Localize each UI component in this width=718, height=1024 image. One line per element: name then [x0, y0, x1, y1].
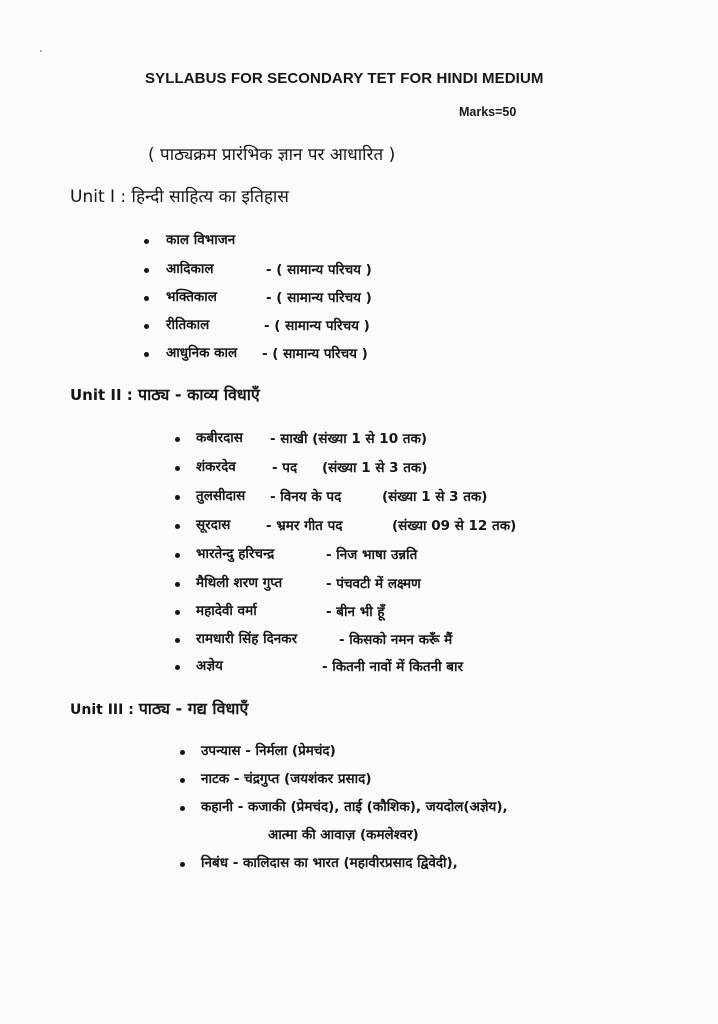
unit-2-poet: कबीरदास — [196, 430, 243, 446]
unit-1-item-name: काल विभाजन — [166, 232, 236, 248]
unit-2-work: - भ्रमर गीत पद — [266, 518, 343, 534]
bullet-icon — [175, 638, 180, 643]
unit-3-heading-label: Unit III : — [70, 702, 139, 718]
unit-3-heading — [70, 697, 248, 719]
unit-2-poet: शंकरदेव — [196, 459, 236, 475]
bullet-icon — [175, 582, 180, 587]
unit-1-heading: Unit I : हिन्दी साहित्य का इतिहास — [70, 187, 289, 207]
bullet-icon — [175, 437, 180, 442]
unit-1-item-name: आधुनिक काल — [166, 345, 238, 361]
bullet-icon — [175, 610, 180, 615]
unit-1-item-note: - ( सामान्य परिचय ) — [262, 346, 368, 362]
unit-3-item-continuation: आत्मा की आवाज़ (कमलेश्वर) — [268, 827, 419, 843]
unit-2-work: - कितनी नावों में कितनी बार — [322, 659, 463, 675]
document-title: SYLLABUS FOR SECONDARY TET FOR HINDI MEDIUM — [145, 70, 544, 87]
unit-2-work: - बीन भी हूँ — [326, 604, 385, 620]
unit-3-item: निबंध - कालिदास का भारत (महावीरप्रसाद द्विवेदी), — [201, 855, 458, 871]
bullet-icon — [180, 750, 185, 755]
bullet-icon — [144, 268, 149, 273]
unit-2-work: - विनय के पद — [270, 489, 342, 505]
unit-1-item-note: - ( सामान्य परिचय ) — [266, 262, 372, 278]
bullet-icon — [175, 495, 180, 500]
bullet-icon — [180, 806, 185, 811]
unit-3-item: नाटक - चंद्रगुप्त (जयशंकर प्रसाद) — [201, 771, 372, 787]
unit-2-poet: मैथिली शरण गुप्त — [196, 575, 283, 591]
unit-2-work: - साखी (संख्या 1 से 10 तक) — [270, 431, 428, 447]
unit-2-heading-label: Unit II : — [70, 386, 138, 404]
unit-2-poet: महादेवी वर्मा — [196, 603, 257, 619]
unit-1-item-note: - ( सामान्य परिचय ) — [266, 290, 372, 306]
unit-1-item-name: रीतिकाल — [166, 317, 210, 333]
unit-2-heading-title: पाठ्य - काव्य विधाएँ — [138, 385, 260, 404]
unit-3-heading-title: पाठ्य - गद्य विधाएँ — [138, 699, 249, 718]
unit-1-item-note: - ( सामान्य परिचय ) — [264, 318, 370, 334]
unit-1-item-name: भक्तिकाल — [166, 289, 217, 305]
marks-label: Marks=50 — [459, 105, 517, 119]
bullet-icon — [175, 553, 180, 558]
unit-1-item-name: आदिकाल — [166, 261, 214, 277]
unit-2-work: - पद — [272, 460, 298, 476]
unit-2-poet: तुलसीदास — [196, 488, 246, 504]
unit-3-item: उपन्यास - निर्मला (प्रेमचंद) — [201, 743, 336, 759]
unit-2-heading — [70, 383, 260, 405]
unit-2-range: (संख्या 1 से 3 तक) — [382, 489, 488, 505]
unit-3-item: कहानी - कजाकी (प्रेमचंद), ताई (कौशिक), जयदोल(अज्ञेय), — [201, 799, 508, 815]
bullet-icon — [144, 239, 149, 244]
bullet-icon — [144, 352, 149, 357]
unit-2-work: - पंचवटी में लक्ष्मण — [326, 576, 421, 592]
bullet-icon — [144, 324, 149, 329]
unit-2-range: (संख्या 09 से 12 तक) — [392, 518, 517, 534]
unit-2-work: - किसको नमन करूँ मैं — [339, 632, 453, 648]
document-subtitle: ( पाठ्यक्रम प्रारंभिक ज्ञान पर आधारित ) — [148, 145, 396, 165]
bullet-icon — [144, 296, 149, 301]
unit-2-poet: सूरदास — [196, 517, 231, 533]
bullet-icon — [180, 778, 185, 783]
unit-2-work: - निज भाषा उन्नति — [326, 547, 418, 563]
unit-2-range: (संख्या 1 से 3 तक) — [322, 460, 428, 476]
bullet-icon — [175, 665, 180, 670]
unit-2-poet: अज्ञेय — [196, 658, 223, 674]
bullet-icon — [175, 466, 180, 471]
scan-speck — [40, 50, 42, 52]
bullet-icon — [180, 862, 185, 867]
bullet-icon — [175, 524, 180, 529]
unit-2-poet: भारतेन्दु हरिचन्द्र — [196, 546, 275, 562]
unit-2-poet: रामधारी सिंह दिनकर — [196, 631, 298, 647]
